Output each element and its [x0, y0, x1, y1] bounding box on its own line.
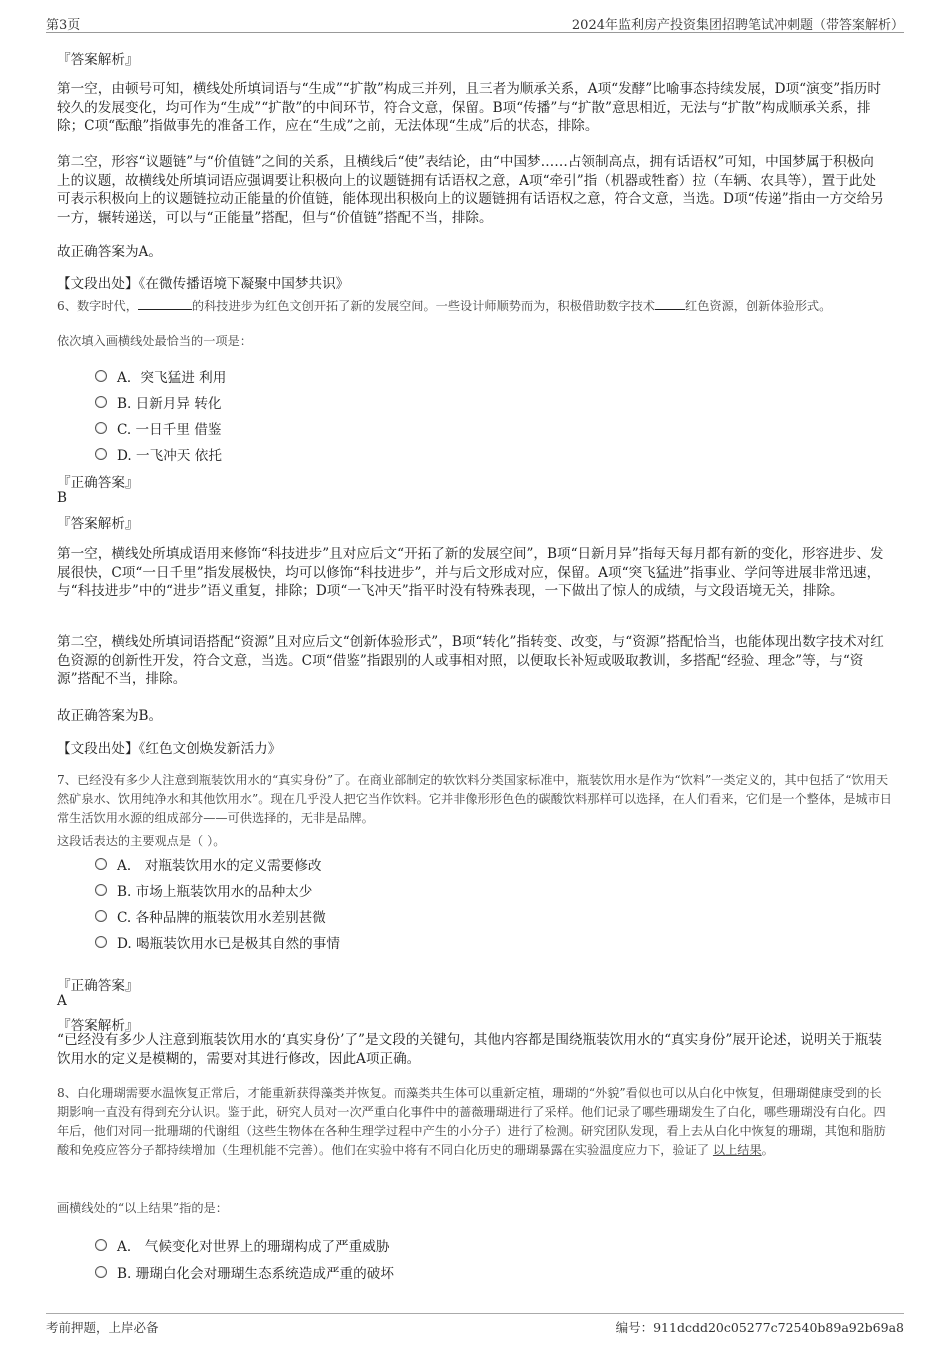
source-citation: 【文段出处】《红色文创焕发新活力》: [57, 741, 282, 757]
radio-icon[interactable]: [95, 1266, 107, 1278]
correct-answer-label: 『正确答案』: [57, 978, 139, 994]
page-footer: [46, 1313, 904, 1337]
analysis-paragraph: 第二空，形容“议题链”与“价值链”之间的关系，且横线后“使”表结论，由“中国梦……占领制高点，拥有话语权”可知，中国梦属于积极向上的议题，故横线处所填词语应强调要让积极向上的议题链拥有话语权之意，A项“牵引”指（机器或牲畜）拉（车辆、农具等），置于此处可表示积极向上的议题链拉动正能量的价值链，能体现出积极向上的议题链拥有话语权之意，符合文意，当选。D项“传递”指由一方交给另一方，辗转递送，可以与“正能量”搭配，但与“价值链”搭配不当，排除。: [57, 154, 884, 226]
analysis-label: 『答案解析』: [57, 52, 139, 68]
analysis-label: 『答案解析』: [57, 1018, 139, 1034]
radio-icon[interactable]: [95, 448, 107, 460]
question-prompt: 这段话表达的主要观点是（ ）。: [57, 834, 226, 848]
radio-icon[interactable]: [95, 858, 107, 870]
document-id: 编号：911dcdd20c05277c72540b89a92b69a8: [615, 1320, 904, 1335]
option-d[interactable]: D. 喝瓶装饮用水已是极其自然的事情: [95, 932, 340, 952]
analysis-paragraph: 第二空，横线处所填词语搭配“资源”且对应后文“创新体验形式”，B项“转化”指转变、改变，与“资源”搭配恰当，也能体现出数字技术对红色资源的创新性开发，符合文意，当选。C项“借鉴”指跟别的人或事相对照，以便取长补短或吸取教训，多搭配“经验、理念”等，与“资源”搭配不当，排除。: [57, 634, 884, 687]
page-header: [46, 14, 904, 33]
radio-icon[interactable]: [95, 422, 107, 434]
correct-answer: B: [57, 490, 67, 506]
option-a[interactable]: A． 对瓶装饮用水的定义需要修改: [95, 854, 321, 874]
conclusion: 故正确答案为A。: [57, 244, 162, 260]
correct-answer-label: 『正确答案』: [57, 475, 139, 491]
blank: [138, 297, 192, 310]
document-title: 2024年监利房产投资集团招聘笔试冲刺题（带答案解析）: [571, 18, 904, 33]
analysis-label: 『答案解析』: [57, 516, 139, 532]
radio-icon[interactable]: [95, 396, 107, 408]
question-prompt: 依次填入画横线处最恰当的一项是：: [57, 334, 252, 348]
option-a[interactable]: A．突飞猛进 利用: [95, 366, 226, 386]
question-stem: 6、数字时代， 的科技进步为红色文创开拓了新的发展空间。一些设计师顺势而为，积极借助数字技术 红色资源，创新体验形式。: [57, 299, 832, 313]
analysis-paragraph: 第一空，由顿号可知，横线处所填词语与“生成”“扩散”构成三并列，且三者为顺承关系，A项“发酵”比喻事态持续发展，D项“演变”指历时较久的发展变化，均可作为“生成”“扩散”的中间环节，符合文意，保留。B项“传播”与“扩散”意思相近，无法与“扩散”构成顺承关系，排除；C项“酝酿”指做事先的准备工作，应在“生成”之前，无法体现“生成”后的状态，排除。: [57, 81, 881, 134]
radio-icon[interactable]: [95, 370, 107, 382]
analysis-paragraph: “已经没有多少人注意到瓶装饮用水的‘真实身份’了”是文段的关键句，其他内容都是围绕瓶装饮用水的“真实身份”展开论述，说明关于瓶装饮用水的定义是模糊的，需要对其进行修改，因此A项正确。: [57, 1032, 882, 1067]
conclusion: 故正确答案为B。: [57, 708, 163, 724]
option-a[interactable]: A． 气候变化对世界上的珊瑚构成了严重威胁: [95, 1235, 389, 1255]
question-stem: 7、已经没有多少人注意到瓶装饮用水的“真实身份”了。在商业部制定的软饮料分类国家标准中，瓶装饮用水是作为“饮料”一类定义的，其中包括了“饮用天然矿泉水、饮用纯净水和其他饮用水”。现在几乎没人把它当作饮料。它并非像形形色色的碳酸饮料那样可以选择，在人们看来，它们是一个整体，是城市日常生活饮用水源的组成部分——可供选择的，无非是品牌。: [57, 773, 892, 825]
footer-slogan: 考前押题，上岸必备: [46, 1320, 159, 1335]
analysis-paragraph: 第一空，横线处所填成语用来修饰“科技进步”且对应后文“开拓了新的发展空间”，B项“日新月异”指每天每月都有新的变化，形容进步、发展很快，C项“一日千里”指发展极快，均可以修饰“科技进步”，并与后文形成对应，保留。A项“突飞猛进”指事业、学问等进展非常迅速，与“科技进步”中的“进步”语义重复，排除；D项“一飞冲天”指平时没有特殊表现，一下做出了惊人的成绩，与文段语境无关，排除。: [57, 546, 884, 599]
question-prompt: 画横线处的“以上结果”指的是：: [57, 1201, 228, 1215]
radio-icon[interactable]: [95, 1239, 107, 1251]
option-c[interactable]: C. 各种品牌的瓶装饮用水差别甚微: [95, 906, 326, 926]
radio-icon[interactable]: [95, 910, 107, 922]
option-b[interactable]: B. 珊瑚白化会对珊瑚生态系统造成严重的破坏: [95, 1262, 394, 1282]
option-b[interactable]: B. 日新月异 转化: [95, 392, 222, 412]
question-stem: 8、白化珊瑚需要水温恢复正常后，才能重新获得藻类并恢复。而藻类共生体可以重新定植，珊瑚的“外貌”看似也可以从白化中恢复，但珊瑚健康受到的长期影响一直没有得到充分认识。鉴于此，研究人员对一次严重白化事件中的蔷薇珊瑚进行了采样。他们记录了哪些珊瑚发生了白化，哪些珊瑚没有白化。四年后，他们对同一批珊瑚的代谢组（这些生物体在各种生理学过程中产生的小分子）进行了检测。研究团队发现，看上去从白化中恢复的珊瑚，其饱和脂肪酸和免疫应答分子都持续增加（生理机能不完善）。他们在实验中将有不同白化历史的珊瑚暴露在实验温度应力下，验证了 以上结果。: [57, 1086, 886, 1157]
option-d[interactable]: D. 一飞冲天 依托: [95, 444, 222, 464]
source-citation: 【文段出处】《在微传播语境下凝聚中国梦共识》: [57, 276, 350, 292]
page-number: 第3页: [46, 18, 81, 33]
radio-icon[interactable]: [95, 884, 107, 896]
underlined-phrase: 以上结果: [712, 1143, 762, 1157]
option-c[interactable]: C. 一日千里 借鉴: [95, 418, 221, 438]
blank: [655, 297, 685, 310]
correct-answer: A: [57, 993, 67, 1009]
radio-icon[interactable]: [95, 936, 107, 948]
option-b[interactable]: B. 市场上瓶装饮用水的品种太少: [95, 880, 312, 900]
